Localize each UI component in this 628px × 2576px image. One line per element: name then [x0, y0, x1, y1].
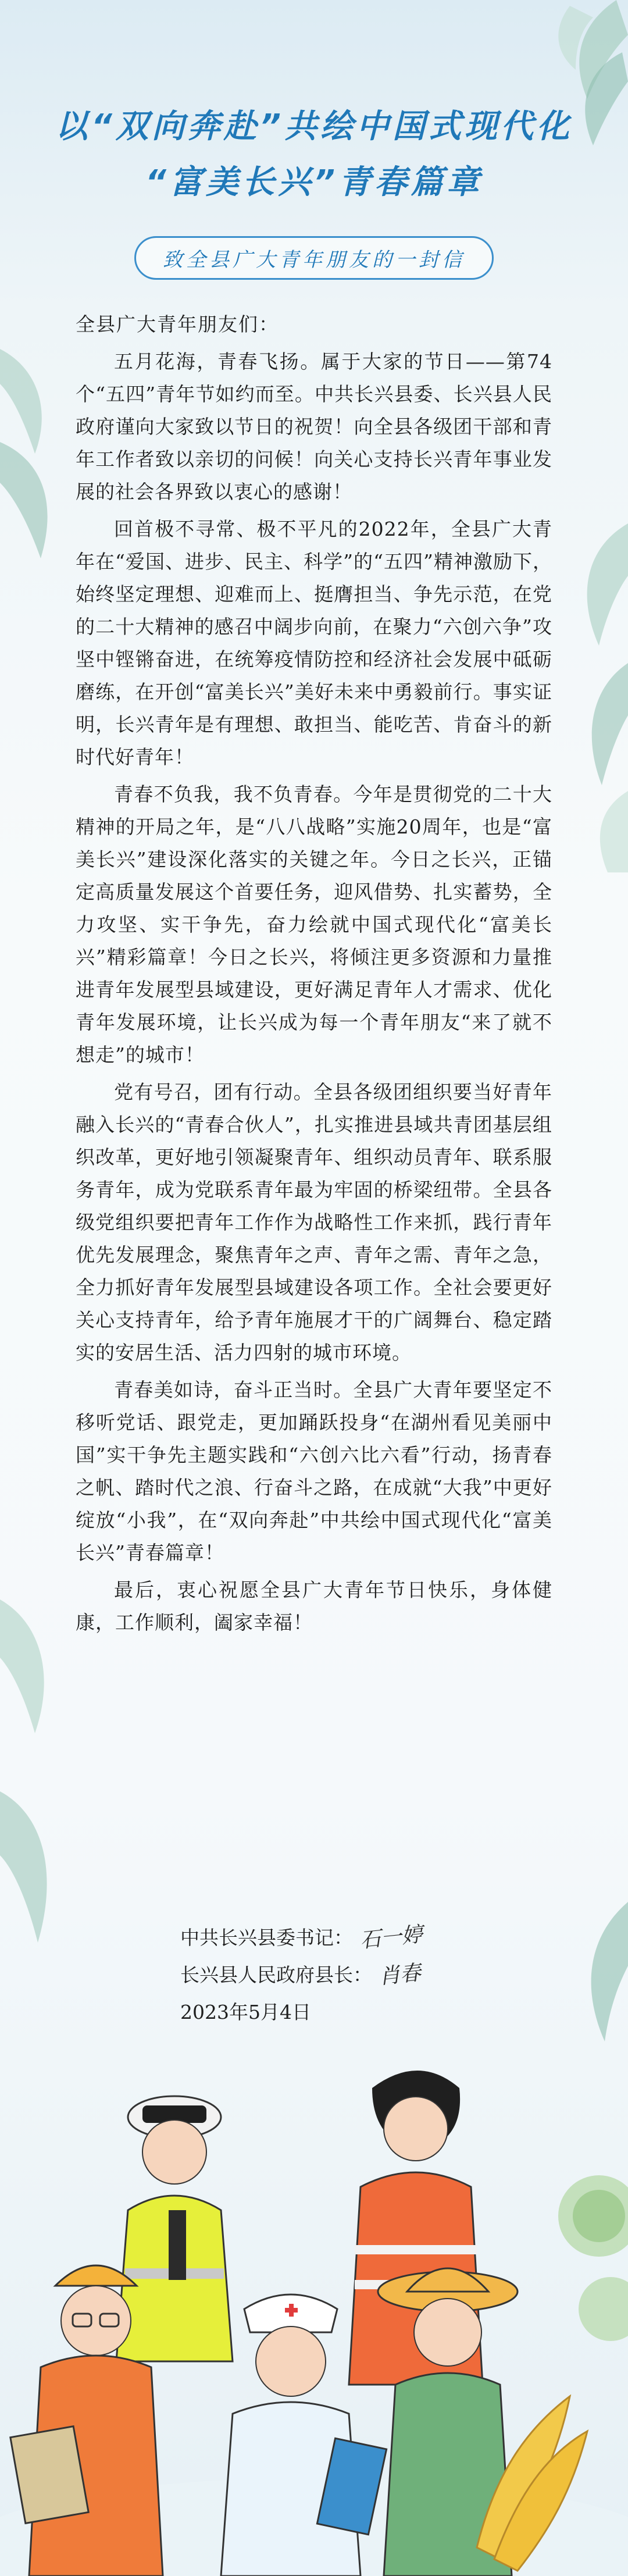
title-line-2: “富美长兴”青春篇章 [145, 163, 483, 201]
youth-figures-illustration [0, 2036, 628, 2576]
left-lower-leaves-decoration [0, 1570, 70, 1978]
secretary-row [180, 1919, 552, 1957]
mayor-signature: 肖春 [378, 1961, 422, 1989]
paragraph-4: 党有号召，团有行动。全县各级团组织要当好青年融入长兴的“青春合伙人”，扎实推进县域共青团基层组织改革，更好地引领凝聚青年、组织动员青年、联系服务青年，成为党联系青年最为牢固的桥梁纽带。全县各级党组织要把青年工作作为战略性工作来抓，践行青年优先发展理念，聚焦青年之声、青年之需、青年之急，全力抓好青年发展型县域建设各项工作。全社会要更好关心支持青年，给予青年施展才干的广阔舞台、稳定踏实的安居生活、活力四射的城市环境。 [76, 1081, 552, 1364]
left-side-leaves-decoration [0, 326, 76, 570]
subtitle-pill: 致全县广大青年朋友的一封信 [134, 236, 494, 280]
paragraph-2: 回首极不寻常、极不平凡的2022年，全县广大青年在“爱国、进步、民主、科学”的“五四”精神激励下，始终坚定理想、迎难而上、挺膺担当、争先示范，在党的二十大精神的感召中阔步向前，在聚力“六创六争”攻坚中铿锵奋进，在统筹疫情防控和经济社会发展中砥砺磨练，在开创“富美长兴”美好未来中勇毅前行。事实证明，长兴青年是有理想、敢担当、能吃苦、肯奋斗的新时代好青年！ [76, 518, 552, 768]
paragraph-6: 最后，衷心祝愿全县广大青年节日快乐，身体健康，工作顺利，阖家幸福！ [76, 1579, 552, 1634]
letter-date: 2023年5月4日 [180, 2001, 311, 2023]
mayor-row [180, 1957, 552, 1994]
paragraph-1: 五月花海，青春飞扬。属于大家的节日——第74个“五四”青年节如约而至。中共长兴县委、长兴县人民政府谨向大家致以节日的祝贺！向全县各级团干部和青年工作者致以亲切的问候！向关心支持长兴青年事业发展的社会各界致以衷心的感谢！ [76, 350, 552, 503]
paragraph-3: 青春不负我，我不负青春。今年是贯彻党的二十大精神的开局之年，是“八八战略”实施20周年，也是“富美长兴”建设深化落实的关键之年。今日之长兴，正锚定高质量发展这个首要任务，迎风借势、扎实蓄势，全力攻坚、实干争先，奋力绘就中国式现代化“富美长兴”精彩篇章！今日之长兴，将倾注更多资源和力量推进青年发展型县域建设，更好满足青年人才需求、优化青年发展环境，让长兴成为每一个青年朋友“来了就不想走”的城市！ [76, 783, 552, 1066]
mayor-label: 长兴县人民政府县长： [180, 1964, 372, 1986]
signature-block [180, 1919, 552, 2031]
paragraph-5: 青春美如诗，奋斗正当时。全县广大青年要坚定不移听党话、跟党走，更加踊跃投身“在湖州看见美丽中国”实干争先主题实践和“六创六比六看”行动，扬青春之帆、踏时代之浪、行奋斗之路，在成就“大我”中更好绽放“小我”，在“双向奔赴”中共绘中国式现代化“富美长兴”青春篇章！ [76, 1378, 552, 1564]
title-block [0, 99, 628, 280]
title-line-1: 以“双向奔赴”共绘中国式现代化 [55, 108, 573, 145]
salutation: 全县广大青年朋友们： [76, 313, 279, 336]
secretary-signature: 石一婷 [359, 1922, 424, 1953]
right-side-leaves-decoration [552, 512, 628, 872]
secretary-label: 中共长兴县委书记： [180, 1926, 353, 1949]
letter-body [76, 308, 552, 1644]
traffic-police-figure [116, 2096, 233, 2361]
